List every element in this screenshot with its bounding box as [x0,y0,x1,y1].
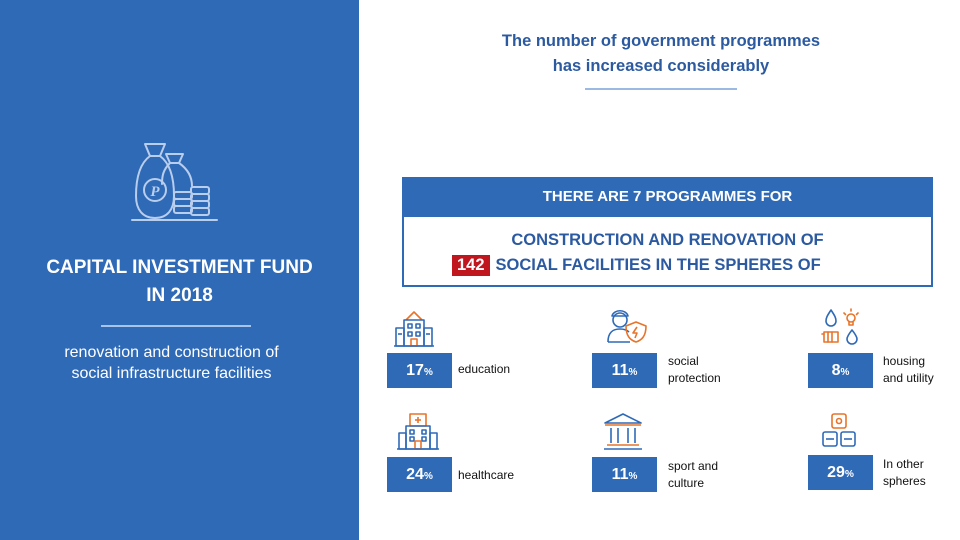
housing-percent-badge [808,353,873,388]
housing-label-line2: and utility [883,371,934,385]
fund-subtitle-line1: renovation and construction of [64,344,279,361]
utilities-icon [818,306,862,346]
sport-culture-label-line2: culture [668,476,705,490]
sport-culture-percent-value: 11 [611,466,629,483]
fund-subtitle-line2: social infrastructure facilities [71,365,272,382]
social-worker-shield-icon [606,306,650,346]
social-protection-label-line2: protection [668,371,721,385]
other-spheres-label [883,456,926,490]
heading-line2: has increased considerably [552,57,770,75]
education-percent-unit: % [423,367,433,378]
other-spheres-percent-value: 29 [827,464,845,481]
other-spheres-label-line2: spheres [883,474,926,488]
sport-culture-percent-unit: % [628,471,638,482]
fund-divider [101,325,251,327]
healthcare-label [458,467,514,484]
money-bags-icon [131,140,221,222]
programmes-band: THERE ARE 7 PROGRAMMES FOR [404,179,931,217]
facilities-count-badge: 142 [452,255,490,276]
healthcare-percent-value: 24 [406,466,424,483]
housing-percent-unit: % [840,367,850,378]
programmes-line1: CONSTRUCTION AND RENOVATION OF [511,231,824,249]
education-label-line1: education [458,362,511,376]
left-panel [0,0,359,540]
fund-subtitle [0,342,343,384]
svg-text:P: P [150,184,160,200]
programmes-box [402,177,933,287]
programmes-line2 [452,255,821,276]
fund-title-line1: CAPITAL INVESTMENT FUND [46,257,313,278]
education-label [458,361,510,378]
programmes-line2-text: SOCIAL FACILITIES IN THE SPHERES OF [495,256,821,274]
heading-line1: The number of government programmes [501,32,821,50]
heading [460,29,862,79]
social-protection-label-line1: social [668,354,699,368]
fund-title-line2: IN 2018 [146,285,213,306]
other-spheres-label-line1: In other [883,457,924,471]
heading-divider [585,88,737,90]
sport-culture-label [668,458,718,492]
fund-title [0,254,359,310]
housing-label-line1: housing [883,354,926,368]
healthcare-percent-unit: % [423,471,433,482]
housing-label [883,353,934,387]
sport-culture-percent-badge [592,457,657,492]
theatre-columns-icon [601,411,645,451]
social-protection-label [668,353,721,387]
healthcare-label-line1: healthcare [458,468,515,482]
education-percent-badge [387,353,452,388]
healthcare-percent-badge [387,457,452,492]
housing-percent-value: 8 [831,362,841,379]
blocks-icon [818,411,862,451]
hospital-icon [396,411,440,451]
social-protection-percent-unit: % [628,367,638,378]
other-spheres-percent-unit: % [844,469,854,480]
school-building-icon [392,308,436,348]
social-protection-percent-badge [592,353,657,388]
other-spheres-percent-badge [808,455,873,490]
education-percent-value: 17 [406,362,424,379]
sport-culture-label-line1: sport and [668,459,719,473]
social-protection-percent-value: 11 [611,362,629,379]
